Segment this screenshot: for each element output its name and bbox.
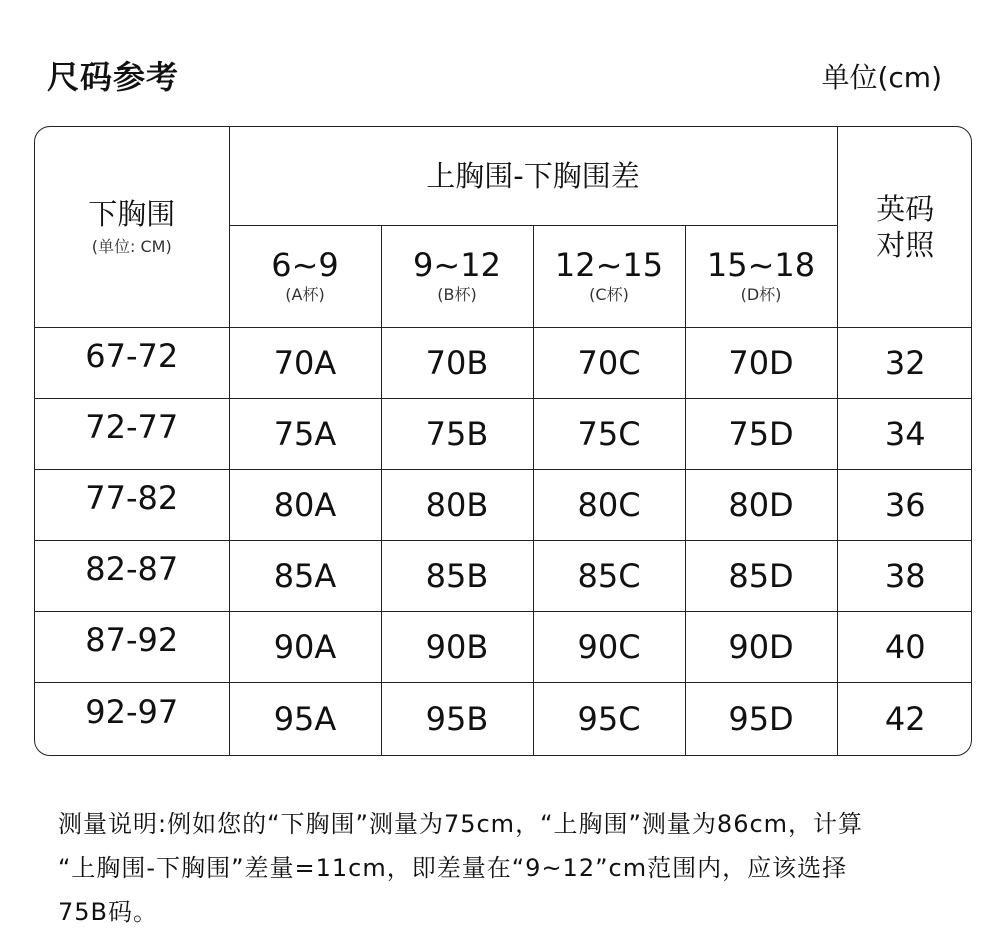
measurement-notes (58, 802, 958, 934)
table-row (35, 398, 972, 469)
cup-header-a (229, 225, 381, 327)
size-chart-table (35, 127, 972, 755)
table-row (35, 683, 972, 755)
cup-range: 12~15 (554, 245, 664, 284)
underbust-cell: 77-82 (35, 470, 229, 541)
size-cell: 90B (381, 612, 533, 683)
size-cell: 70B (381, 327, 533, 398)
size-cell: 95C (533, 683, 685, 755)
size-cell: 75D (685, 398, 837, 469)
notes-line-3: 75B码。 (58, 898, 159, 926)
size-cell: 85D (685, 541, 837, 612)
size-cell: 85C (533, 541, 685, 612)
size-cell: 90C (533, 612, 685, 683)
size-cell: 75A (229, 398, 381, 469)
cup-label: (B杯) (437, 284, 477, 304)
size-cell: 85B (381, 541, 533, 612)
page-title: 尺码参考 (47, 58, 180, 96)
cup-header-c (533, 225, 685, 327)
diff-header: 上胸围-下胸围差 (229, 127, 837, 225)
underbust-unit-label: (单位: CM) (91, 237, 172, 257)
underbust-cell: 92-97 (35, 683, 229, 755)
cup-header-b (381, 225, 533, 327)
header-row-1 (35, 127, 972, 225)
size-cell: 95B (381, 683, 533, 755)
underbust-cell: 87-92 (35, 612, 229, 683)
size-cell: 80B (381, 470, 533, 541)
size-cell: 70C (533, 327, 685, 398)
intl-size-cell: 32 (837, 327, 972, 398)
size-cell: 85A (229, 541, 381, 612)
cup-range: 6~9 (271, 245, 339, 284)
unit-label: 单位(cm) (821, 61, 942, 94)
size-cell: 95D (685, 683, 837, 755)
cup-header-d (685, 225, 837, 327)
intl-size-cell: 38 (837, 541, 972, 612)
size-cell: 80A (229, 470, 381, 541)
intl-size-cell: 34 (837, 398, 972, 469)
cup-range: 9~12 (413, 245, 501, 284)
underbust-cell: 67-72 (35, 327, 229, 398)
underbust-header (35, 127, 229, 327)
table-row (35, 612, 972, 683)
intl-size-cell: 40 (837, 612, 972, 683)
size-cell: 70A (229, 327, 381, 398)
size-cell: 80C (533, 470, 685, 541)
notes-line-1: 测量说明:例如您的“下胸围”测量为75cm，“上胸围”测量为86cm，计算 (58, 810, 864, 838)
table-row (35, 541, 972, 612)
intl-header-line2: 对照 (876, 227, 935, 262)
intl-size-cell: 36 (837, 470, 972, 541)
intl-size-header (837, 127, 972, 327)
notes-line-2: “上胸围-下胸围”差量=11cm，即差量在“9~12”cm范围内，应该选择 (58, 854, 848, 882)
intl-header-line1: 英码 (876, 191, 935, 226)
size-cell: 90D (685, 612, 837, 683)
size-cell: 70D (685, 327, 837, 398)
cup-range: 15~18 (706, 245, 816, 284)
size-cell: 75B (381, 398, 533, 469)
underbust-cell: 72-77 (35, 398, 229, 469)
cup-label: (C杯) (589, 284, 629, 304)
size-table (34, 126, 972, 756)
table-row (35, 327, 972, 398)
size-cell: 75C (533, 398, 685, 469)
underbust-header-label: 下胸围 (88, 197, 176, 232)
size-cell: 80D (685, 470, 837, 541)
cup-label: (A杯) (285, 284, 325, 304)
cup-label: (D杯) (740, 284, 782, 304)
size-cell: 95A (229, 683, 381, 755)
size-cell: 90A (229, 612, 381, 683)
underbust-cell: 82-87 (35, 541, 229, 612)
table-row (35, 470, 972, 541)
intl-size-cell: 42 (837, 683, 972, 755)
